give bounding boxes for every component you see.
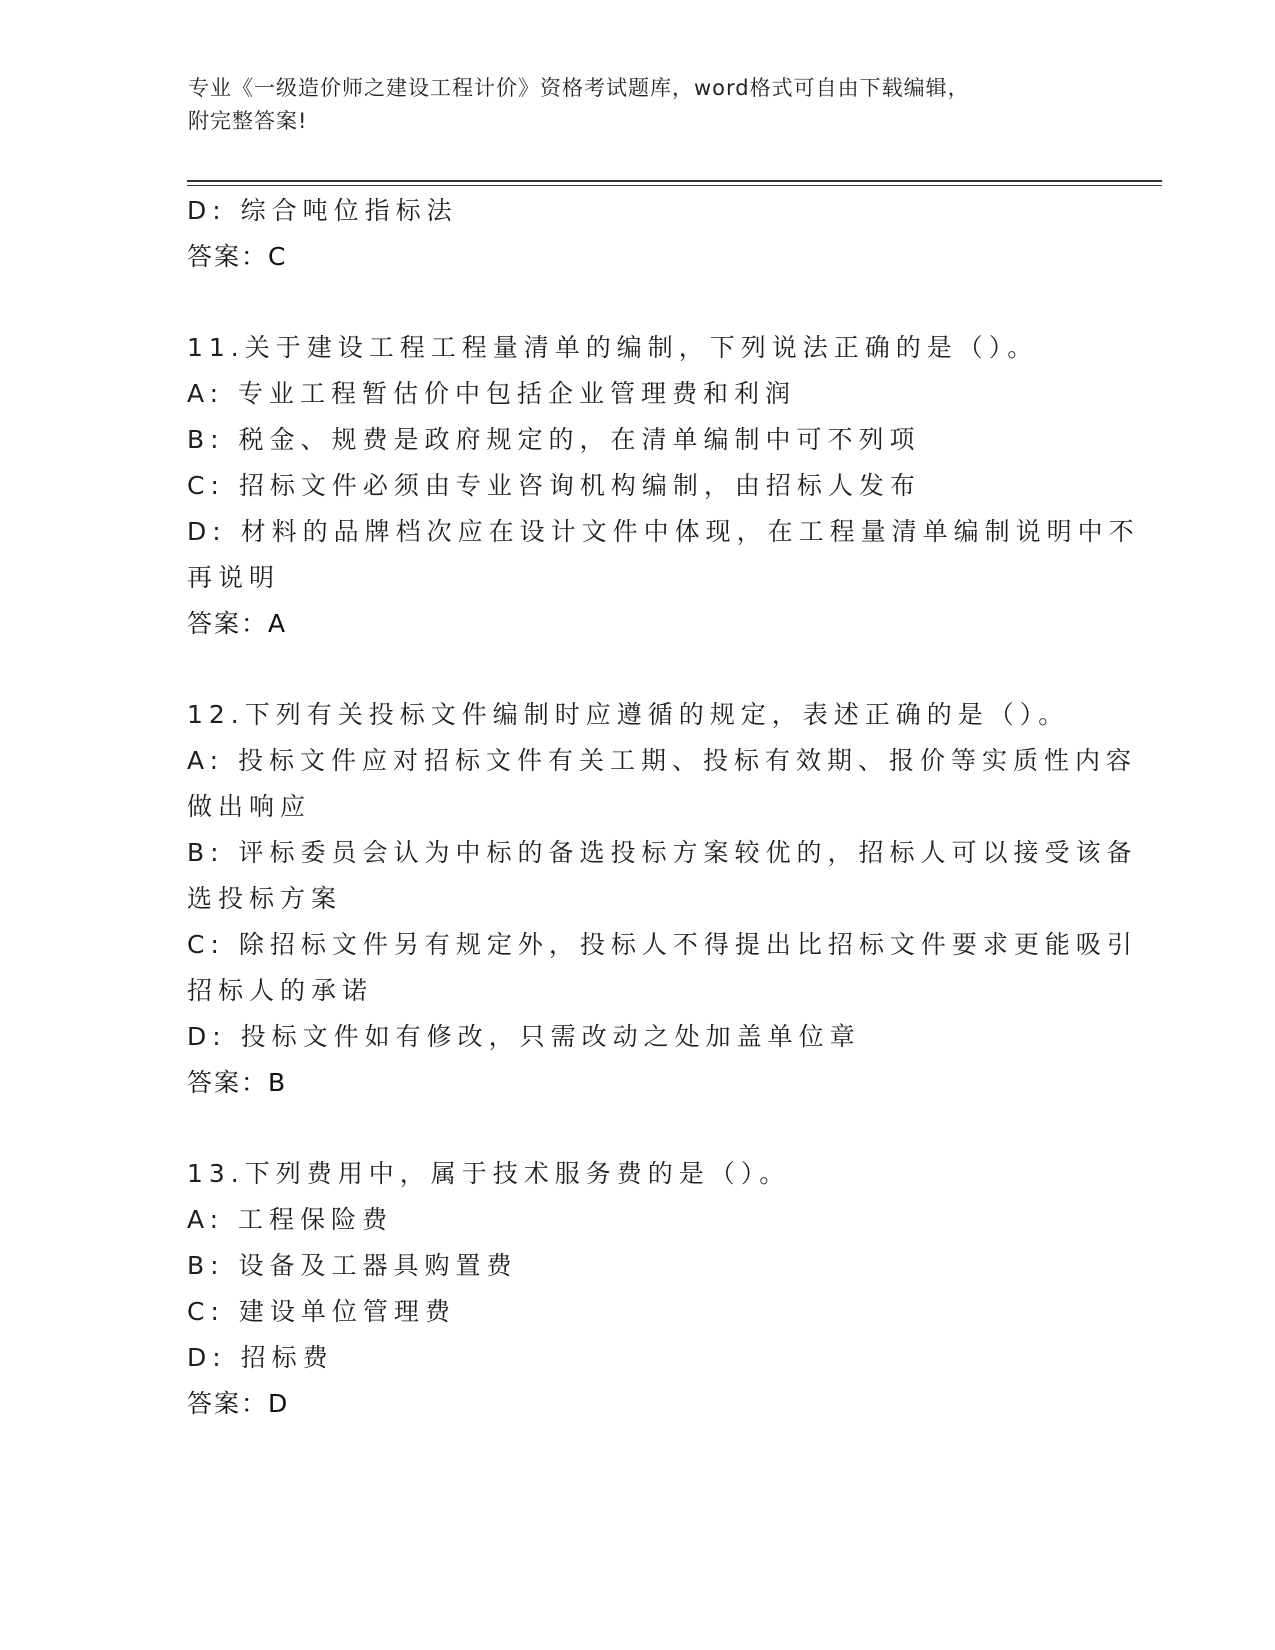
answer-option: C: 招标文件必须由专业咨询机构编制，由招标人发布 bbox=[187, 471, 921, 500]
prev-option-d: D: 综合吨位指标法 bbox=[187, 196, 458, 225]
answer-option-continuation: 做出响应 bbox=[187, 792, 312, 821]
answer-option: B: 设备及工器具购置费 bbox=[187, 1251, 518, 1280]
answer-option: C: 建设单位管理费 bbox=[187, 1297, 456, 1326]
header-rule-thin bbox=[187, 185, 1162, 186]
answer-option: A: 投标文件应对招标文件有关工期、投标有效期、报价等实质性内容 bbox=[187, 746, 1138, 775]
question-block bbox=[187, 325, 1140, 647]
question-block bbox=[187, 692, 1138, 1106]
question-list bbox=[187, 280, 1140, 1427]
question-block bbox=[187, 1151, 1087, 1427]
answer-option: A: 专业工程暂估价中包括企业管理费和利润 bbox=[187, 379, 797, 408]
answer-option: C: 除招标文件另有规定外，投标人不得提出比招标文件要求更能吸引 bbox=[187, 930, 1138, 959]
header-line-1: 专业《一级造价师之建设工程计价》资格考试题库，word格式可自由下载编辑， bbox=[188, 76, 970, 100]
answer-option-continuation: 招标人的承诺 bbox=[187, 976, 374, 1005]
header-rule-thick bbox=[187, 180, 1162, 182]
answer-key: 答案：B bbox=[187, 1068, 288, 1097]
answer-option-continuation: 选投标方案 bbox=[187, 884, 343, 913]
question-spacer bbox=[187, 280, 1087, 325]
answer-key: 答案：A bbox=[187, 609, 288, 638]
answer-option: D: 招标费 bbox=[187, 1343, 334, 1372]
answer-option: B: 评标委员会认为中标的备选投标方案较优的，招标人可以接受该备 bbox=[187, 838, 1138, 867]
question-stem: 12.下列有关投标文件编制时应遵循的规定，表述正确的是（）。 bbox=[187, 700, 1070, 729]
document-header bbox=[188, 72, 1088, 138]
answer-option: B: 税金、规费是政府规定的，在清单编制中可不列项 bbox=[187, 425, 921, 454]
prev-answer: 答案：C bbox=[187, 242, 288, 271]
answer-option: A: 工程保险费 bbox=[187, 1205, 394, 1234]
header-line-2: 附完整答案! bbox=[188, 109, 308, 133]
question-content bbox=[187, 188, 1140, 1427]
question-spacer bbox=[187, 1106, 1087, 1151]
answer-key: 答案：D bbox=[187, 1389, 290, 1418]
answer-option-continuation: 再说明 bbox=[187, 563, 281, 592]
answer-option: D: 投标文件如有修改，只需改动之处加盖单位章 bbox=[187, 1022, 861, 1051]
question-spacer bbox=[187, 647, 1087, 692]
question-stem: 13.下列费用中，属于技术服务费的是（）。 bbox=[187, 1159, 791, 1188]
question-stem: 11.关于建设工程工程量清单的编制，下列说法正确的是（）。 bbox=[187, 333, 1039, 362]
answer-option: D: 材料的品牌档次应在设计文件中体现，在工程量清单编制说明中不 bbox=[187, 517, 1140, 546]
